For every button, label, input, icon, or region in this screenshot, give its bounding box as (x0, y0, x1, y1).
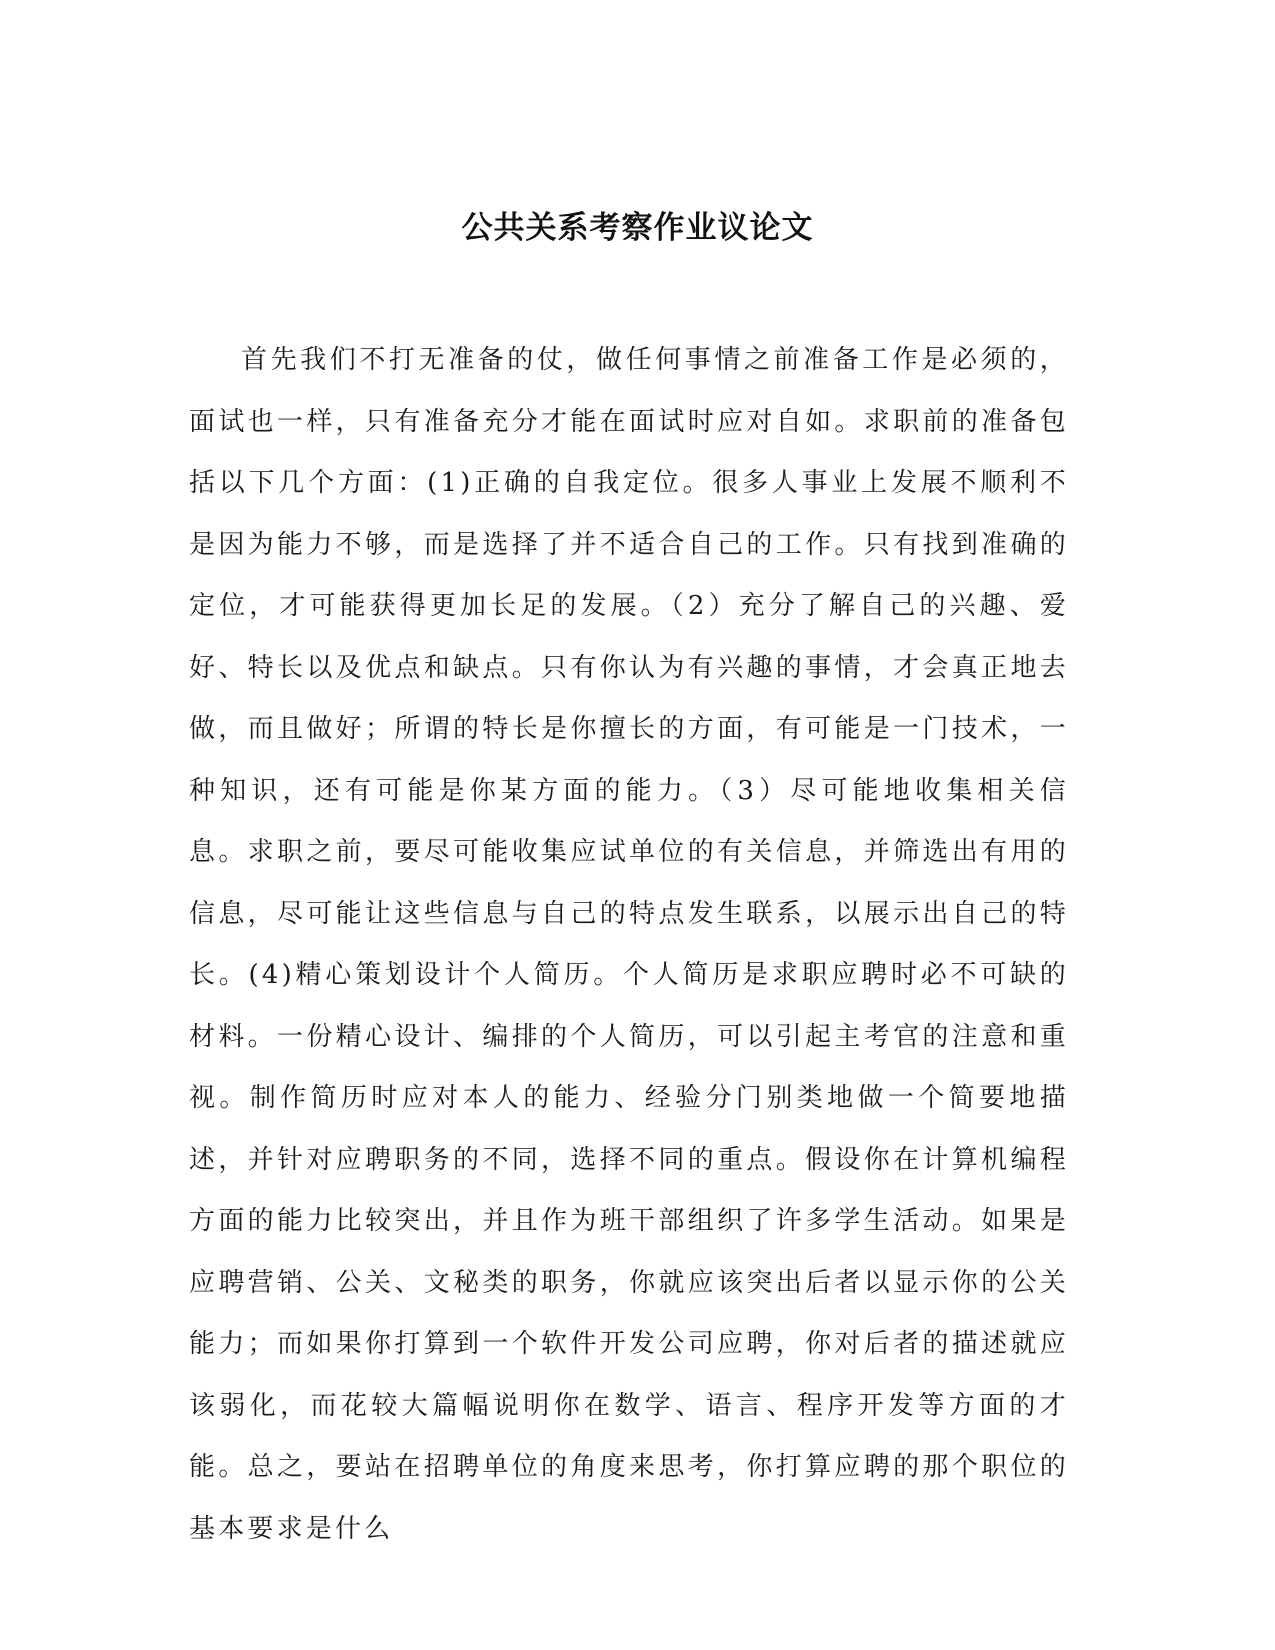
body-paragraph: 首先我们不打无准备的仗，做任何事情之前准备工作是必须的，面试也一样，只有准备充分才能在面试时应对自如。求职前的准备包括以下几个方面：(1)正确的自我定位。很多人事业上发展不顺利不是因为能力不够，而是选择了并不适合自己的工作。只有找到准确的定位，才可能获得更加长足的发展。（2）充分了解自己的兴趣、爱好、特长以及优点和缺点。只有你认为有兴趣的事情，才会真正地去做，而且做好；所谓的特长是你擅长的方面，有可能是一门技术，一种知识，还有可能是你某方面的能力。（3）尽可能地收集相关信息。求职之前，要尽可能收集应试单位的有关信息，并筛选出有用的信息，尽可能让这些信息与自己的特点发生联系，以展示出自己的特长。(4)精心策划设计个人简历。个人简历是求职应聘时必不可缺的材料。一份精心设计、编排的个人简历，可以引起主考官的注意和重视。制作简历时应对本人的能力、经验分门别类地做一个简要地描述，并针对应聘职务的不同，选择不同的重点。假设你在计算机编程方面的能力比较突出，并且作为班干部组织了许多学生活动。如果是应聘营销、公关、文秘类的职务，你就应该突出后者以显示你的公关能力；而如果你打算到一个软件开发公司应聘，你对后者的描述就应该弱化，而花较大篇幅说明你在数学、语言、程序开发等方面的才能。总之，要站在招聘单位的角度来思考，你打算应聘的那个职位的基本要求是什么 (189, 345, 1069, 1544)
document-title: 公共关系考察作业议论文 (461, 210, 814, 246)
